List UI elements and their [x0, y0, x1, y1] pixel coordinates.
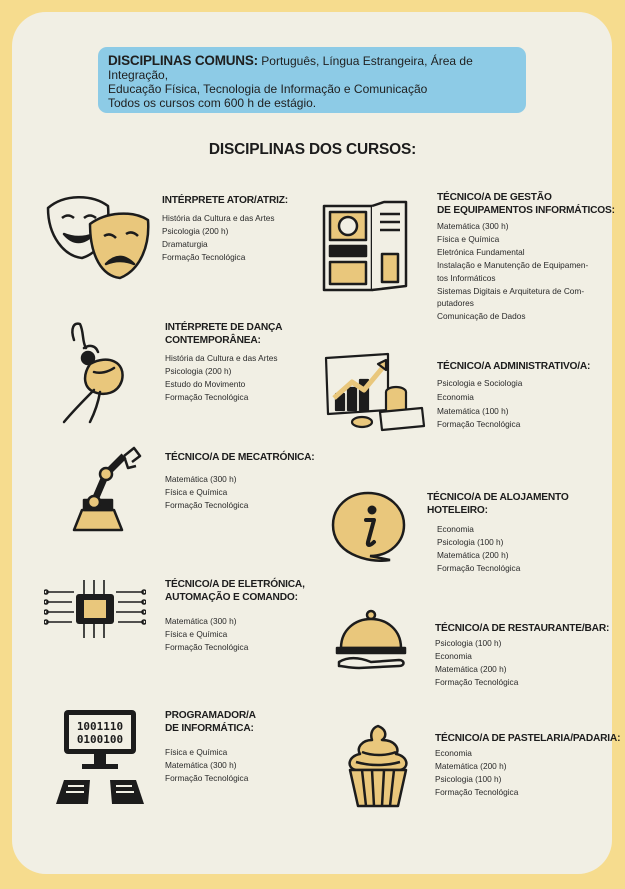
- subject: tos Informáticos: [437, 272, 496, 283]
- subject: Física e Química: [165, 747, 228, 757]
- subject: Economia: [435, 650, 472, 661]
- course-title: INTÉRPRETE DE DANÇA CONTEMPORÂNEA:: [165, 322, 283, 346]
- computer-tower-icon: [322, 200, 408, 294]
- course-restaurant: [435, 622, 609, 689]
- subject: Comunicação de Dados: [437, 311, 526, 322]
- subject: Dramaturgia: [162, 238, 208, 249]
- course-programmer: [165, 709, 256, 785]
- course-it-equipment: [437, 191, 615, 323]
- common-subjects-banner: [98, 47, 526, 113]
- banner-line3: Todos os cursos com 600 h de estágio.: [108, 96, 317, 110]
- subject: Estudo do Movimento: [165, 378, 246, 389]
- subject: putadores: [437, 298, 474, 309]
- circuit-chip-icon: [44, 578, 146, 640]
- subject: Instalação e Manutenção de Equipamen-: [437, 259, 589, 270]
- subject: Matemática (300 h): [437, 221, 509, 231]
- course-title: TÉCNICO/A DE RESTAURANTE/BAR:: [435, 623, 610, 634]
- banner-line2: Educação Física, Tecnologia de Informação e Comunicação: [108, 82, 428, 96]
- banner-lead: DISCIPLINAS COMUNS:: [108, 53, 258, 68]
- subject: História da Cultura e das Artes: [165, 353, 278, 363]
- finance-chart-icon: [322, 352, 426, 434]
- course-title: TÉCNICO/A DE PASTELARIA/PADARIA:: [435, 733, 621, 744]
- programmer-computer-icon: [50, 708, 150, 806]
- subject: Formação Tecnológica: [437, 419, 521, 429]
- subject: Matemática (300 h): [165, 474, 237, 484]
- course-title: TÉCNICO/A DE ALOJAMENTO HOTELEIRO:: [427, 492, 569, 516]
- info-bubble-icon: [330, 490, 408, 562]
- subject: Física e Química: [165, 628, 228, 639]
- subject: Matemática (300 h): [165, 759, 237, 770]
- course-title: TÉCNICO/A ADMINISTRATIVO/A:: [437, 361, 591, 372]
- subject: Psicologia (100 h): [435, 638, 502, 648]
- course-title: INTÉRPRETE ATOR/ATRIZ:: [162, 195, 288, 206]
- subject: Economia: [437, 524, 474, 534]
- subject: Física e Química: [165, 486, 228, 497]
- subject: Matemática (300 h): [165, 616, 237, 626]
- subject: Eletrónica Fundamental: [437, 246, 525, 257]
- subject: Matemática (200 h): [437, 549, 509, 560]
- course-hotel: [427, 491, 625, 575]
- course-title: TÉCNICO/A DE GESTÃO DE EQUIPAMENTOS INFORMÁTICOS:: [437, 192, 615, 216]
- subject: Psicologia (100 h): [435, 773, 502, 784]
- subject: Formação Tecnológica: [165, 641, 249, 652]
- course-dance: [165, 321, 282, 404]
- subject: Psicologia (200 h): [165, 365, 232, 376]
- subject: Formação Tecnológica: [435, 786, 519, 797]
- subject: História da Cultura e das Artes: [162, 213, 275, 223]
- section-title: DISCIPLINAS DOS CURSOS:: [208, 141, 417, 158]
- subject: Formação Tecnológica: [165, 772, 249, 783]
- subject: Matemática (200 h): [435, 663, 507, 674]
- robot-arm-icon: [70, 446, 142, 534]
- binary-line-1: 1001110: [76, 720, 124, 733]
- subject: Psicologia (200 h): [162, 225, 229, 236]
- subject: Formação Tecnológica: [435, 676, 519, 687]
- course-actor: [162, 194, 288, 264]
- subject: Matemática (100 h): [437, 406, 509, 416]
- subject: Formação Tecnológica: [165, 499, 249, 510]
- banner-line1: Português, Língua Estrangeira, Área de Integração,: [108, 54, 473, 82]
- course-administrative: [437, 360, 590, 430]
- binary-line-2: 0100100: [76, 733, 124, 746]
- course-electronics: [165, 578, 305, 654]
- subject: Matemática (200 h): [435, 760, 507, 771]
- subject: Economia: [437, 392, 474, 402]
- subject: Formação Tecnológica: [165, 391, 249, 402]
- course-pastry: [435, 732, 620, 799]
- course-title: PROGRAMADOR/A DE INFORMÁTICA:: [165, 710, 256, 734]
- subject: Formação Tecnológica: [437, 562, 521, 573]
- course-title: TÉCNICO/A DE ELETRÓNICA, AUTOMAÇÃO E COMANDO:: [165, 579, 305, 603]
- dancer-icon: [44, 318, 134, 426]
- course-mechatronics: [165, 451, 315, 512]
- cupcake-icon: [342, 722, 414, 808]
- subject: Economia: [435, 748, 472, 758]
- serving-cloche-icon: [333, 608, 413, 670]
- subject: Psicologia (100 h): [437, 536, 504, 547]
- subject: Formação Tecnológica: [162, 251, 246, 262]
- theater-masks-icon: [40, 190, 152, 282]
- subject: Psicologia e Sociologia: [437, 378, 523, 388]
- subject: Física e Química: [437, 233, 500, 244]
- course-title: TÉCNICO/A DE MECATRÓNICA:: [165, 452, 315, 463]
- subject: Sistemas Digitais e Arquitetura de Com-: [437, 285, 585, 296]
